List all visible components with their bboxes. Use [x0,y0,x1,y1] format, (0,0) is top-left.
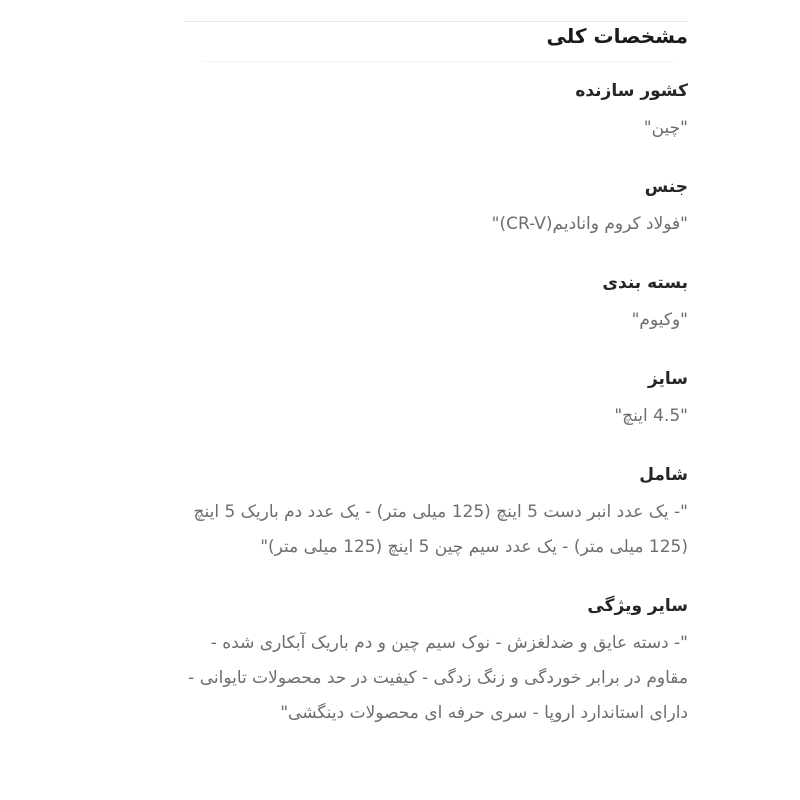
spec-label: سایر ویژگی [587,596,688,616]
spec-row [185,595,688,731]
spec-value: "وکیوم" [631,310,688,330]
spec-row [185,80,688,146]
spec-value: "4.5 اینچ" [614,406,688,426]
title-divider [203,61,675,62]
spec-row [185,176,688,242]
spec-row [185,464,688,565]
spec-row [185,368,688,434]
spec-label: جنس [644,177,688,197]
top-divider [185,21,688,22]
spec-row [185,272,688,338]
spec-value: "- یک عدد انبر دست 5 اینچ (125 میلی متر) - یک عدد دم باریک 5 اینچ (125 میلی متر) - یک عدد سیم چین 5 اینچ (125 میلی متر)" [193,502,688,557]
spec-list [185,80,688,731]
spec-label: کشور سازنده [575,81,688,101]
spec-label: بسته بندی [602,273,688,293]
page-title: مشخصات کلی [546,24,688,48]
spec-label: شامل [639,465,688,485]
spec-label: سایز [647,369,688,389]
spec-value: "فولاد کروم وانادیم(CR-V)" [491,214,688,234]
specs-content [185,0,688,761]
spec-value: "- دسته عایق و ضدلغزش - نوک سیم چین و دم باریک آبکاری شده - مقاوم در برابر خوردگی و زنگ زدگی - کیفیت در حد محصولات تایوانی - دارای استاندارد اروپا - سری حرفه ای محصولات دینگشی" [188,633,688,723]
spec-value: "چین" [643,118,688,138]
